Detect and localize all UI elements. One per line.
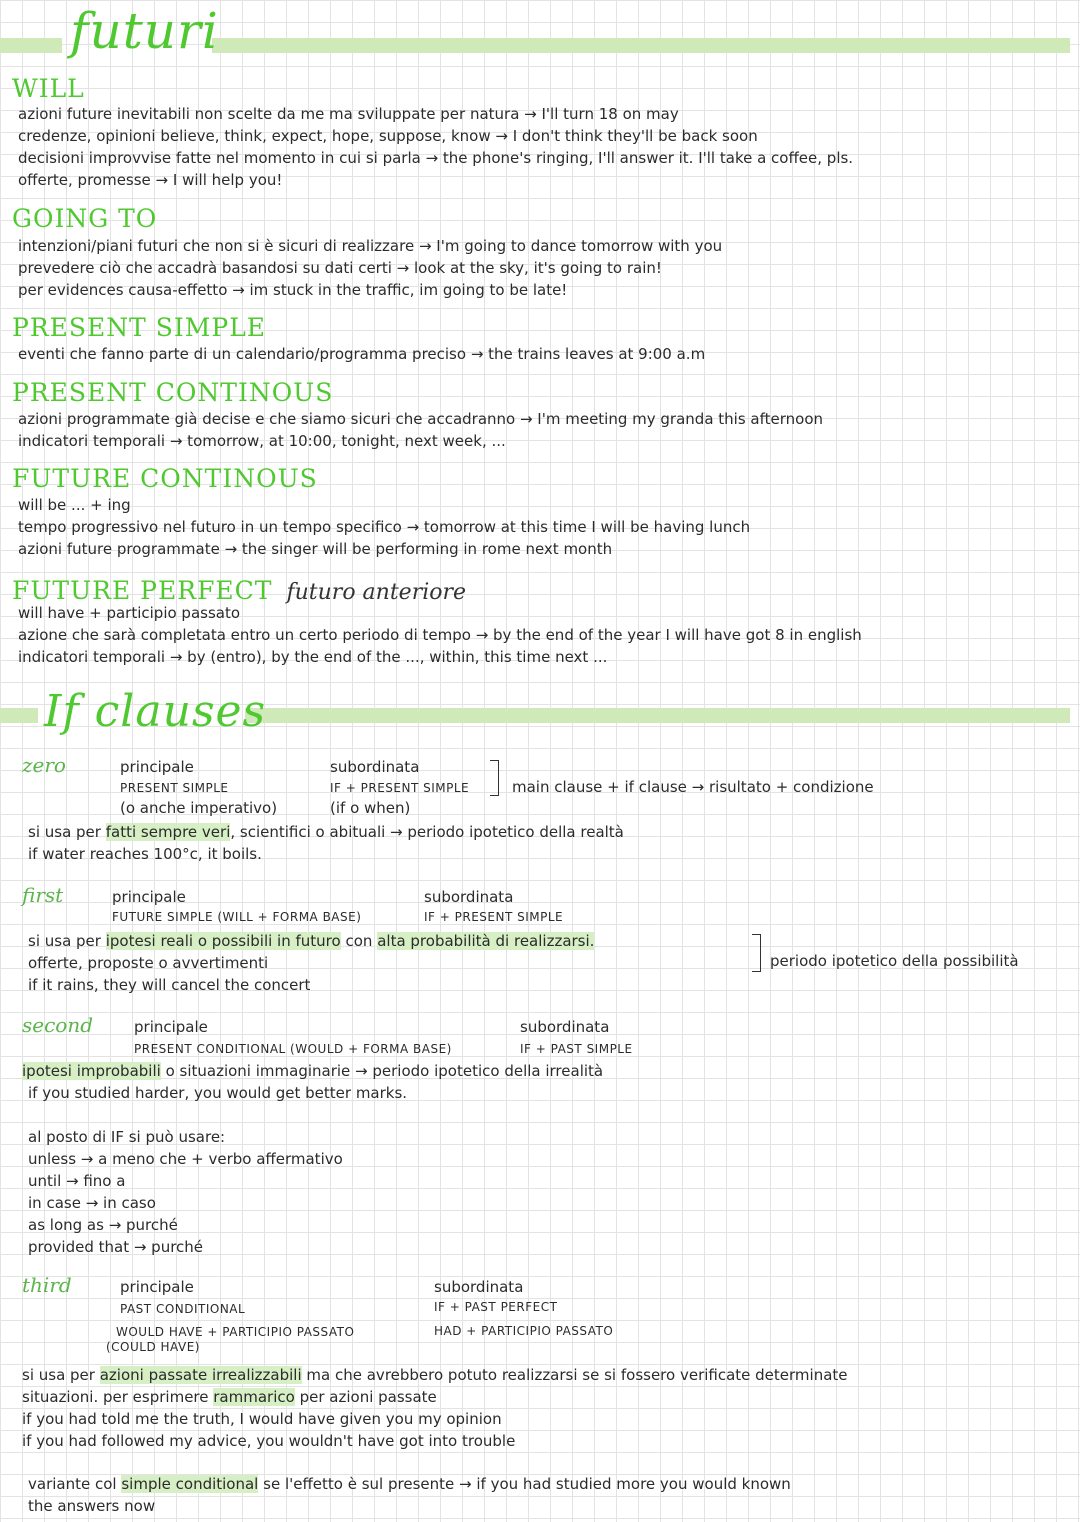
zero-subordinata-form: IF + PRESENT SIMPLE	[330, 781, 470, 795]
zero-use-highlight: fatti sempre veri	[105, 823, 231, 841]
third-example: if you had told me the truth, I would have given you my opinion	[22, 1410, 502, 1428]
present-simple-line: eventi che fanno parte di un calendario/programma preciso → the trains leaves at 9:00 a.m	[18, 345, 706, 363]
third-use-line-2-highlight: rammarico	[213, 1388, 295, 1406]
present-continous-line: azioni programmate già decise e che siamo sicuri che accadranno → I'm meeting my granda this afternoon	[18, 410, 824, 428]
future-perfect-line: indicatori temporali → by (entro), by the end of the ..., within, this time next ...	[18, 648, 608, 666]
second-use-suffix: o situazioni immaginarie → periodo ipotetico della irrealità	[165, 1062, 604, 1080]
zero-example: if water reaches 100°c, it boils.	[28, 845, 262, 863]
future-continous-heading: FUTURE CONTINOUS	[12, 464, 318, 493]
zero-label: zero	[22, 753, 66, 777]
futuri-title: futuri	[70, 2, 219, 60]
alternatives-intro: al posto di IF si può usare:	[28, 1128, 226, 1146]
first-line-2: offerte, proposte o avvertimenti	[28, 954, 269, 972]
going-to-line: per evidences causa-effetto → im stuck in the traffic, im going to be late!	[18, 281, 568, 299]
will-line: offerte, promesse → I will help you!	[18, 171, 283, 189]
first-use-mid: con	[345, 932, 373, 950]
if-band-right	[245, 708, 1070, 723]
zero-use-suffix: , scientifici o abituali → periodo ipotetico della realtà	[230, 823, 624, 841]
third-principale-form: PAST CONDITIONAL	[120, 1302, 246, 1316]
first-example: if it rains, they will cancel the concert	[28, 976, 311, 994]
second-subordinata-form: IF + PAST SIMPLE	[520, 1042, 633, 1056]
present-continous-heading: PRESENT CONTINOUS	[12, 378, 334, 407]
zero-use	[28, 821, 624, 843]
third-use-prefix: si usa per	[22, 1366, 95, 1384]
third-use	[22, 1364, 848, 1386]
third-principale-form-3: (COULD HAVE)	[106, 1340, 200, 1354]
future-continous-line: azioni future programmate → the singer will be performing in rome next month	[18, 540, 613, 558]
third-principale: principale	[120, 1278, 194, 1296]
third-subordinata: subordinata	[434, 1278, 524, 1296]
first-principale: principale	[112, 888, 186, 906]
zero-bracket-note: main clause + if clause → risultato + condizione	[512, 778, 874, 796]
alternative-item: in case → in caso	[28, 1194, 156, 1212]
third-variant-line-2: the answers now	[28, 1497, 156, 1515]
third-variant-suffix: se l'effetto è sul presente → if you had studied more you would known	[263, 1475, 791, 1493]
first-use-prefix: si usa per	[28, 932, 101, 950]
present-continous-line: indicatori temporali → tomorrow, at 10:00, tonight, next week, ...	[18, 432, 506, 450]
second-example: if you studied harder, you would get better marks.	[28, 1084, 408, 1102]
third-variant	[28, 1473, 791, 1495]
alternative-item: provided that → purché	[28, 1238, 204, 1256]
zero-use-prefix: si usa per	[28, 823, 101, 841]
first-use	[28, 930, 594, 952]
zero-bracket	[490, 760, 499, 796]
alternative-item: unless → a meno che + verbo affermativo	[28, 1150, 343, 1168]
third-variant-highlight: simple conditional	[121, 1475, 259, 1493]
future-continous-line: will be ... + ing	[18, 496, 131, 514]
third-example: if you had followed my advice, you wouldn't have got into trouble	[22, 1432, 516, 1450]
future-continous-line: tempo progressivo nel futuro in un tempo specifico → tomorrow at this time I will be having lunch	[18, 518, 751, 536]
second-label: second	[22, 1013, 94, 1037]
future-perfect-line: will have + participio passato	[18, 604, 241, 622]
first-subordinata-form: IF + PRESENT SIMPLE	[424, 910, 564, 924]
first-use-highlight: ipotesi reali o possibili in futuro	[105, 932, 341, 950]
future-perfect-title: FUTURE PERFECT	[12, 576, 273, 605]
first-label: first	[22, 883, 64, 907]
second-principale-form: PRESENT CONDITIONAL (WOULD + FORMA BASE)	[134, 1042, 452, 1056]
if-band-left	[0, 708, 38, 723]
present-simple-heading: PRESENT SIMPLE	[12, 313, 267, 342]
third-subordinata-form-2: HAD + PARTICIPIO PASSATO	[434, 1324, 614, 1338]
first-bracket	[752, 934, 761, 972]
third-use-suffix: ma che avrebbero potuto realizzarsi se si fossero verificate determinate	[306, 1366, 848, 1384]
will-line: decisioni improvvise fatte nel momento in cui si parla → the phone's ringing, I'll answer it. I'll take a coffee, pls.	[18, 149, 854, 167]
second-subordinata: subordinata	[520, 1018, 610, 1036]
first-use-highlight-2: alta probabilità di realizzarsi.	[377, 932, 595, 950]
zero-subordinata: subordinata	[330, 758, 420, 776]
will-line: credenze, opinioni believe, think, expect, hope, suppose, know → I don't think they'll be back soon	[18, 127, 758, 145]
zero-principale-note: (o anche imperativo)	[120, 799, 278, 817]
will-heading: WILL	[12, 74, 85, 103]
zero-principale-form: PRESENT SIMPLE	[120, 781, 229, 795]
third-principale-form-2: WOULD HAVE + PARTICIPIO PASSATO	[116, 1325, 355, 1339]
third-subordinata-form: IF + PAST PERFECT	[434, 1300, 558, 1314]
title-band-left	[0, 38, 62, 53]
zero-principale: principale	[120, 758, 194, 776]
third-label: third	[22, 1273, 72, 1297]
first-bracket-note: periodo ipotetico della possibilità	[770, 952, 1019, 970]
going-to-line: intenzioni/piani futuri che non si è sicuri di realizzare → I'm going to dance tomorrow with you	[18, 237, 723, 255]
future-perfect-subtitle: futuro anteriore	[286, 580, 467, 605]
going-to-line: prevedere ciò che accadrà basandosi su dati certi → look at the sky, it's going to rain!	[18, 259, 662, 277]
third-use-line-2	[22, 1386, 437, 1408]
zero-subordinata-note: (if o when)	[330, 799, 411, 817]
first-principale-form: FUTURE SIMPLE (WILL + FORMA BASE)	[112, 910, 362, 924]
future-perfect-line: azione che sarà completata entro un certo periodo di tempo → by the end of the year I will have got 8 in english	[18, 626, 862, 644]
future-perfect-heading	[12, 578, 466, 604]
alternative-item: as long as → purché	[28, 1216, 178, 1234]
third-variant-prefix: variante col	[28, 1475, 117, 1493]
third-use-line-2-prefix: situazioni. per esprimere	[22, 1388, 209, 1406]
third-use-line-2-suffix: per azioni passate	[299, 1388, 437, 1406]
first-subordinata: subordinata	[424, 888, 514, 906]
title-band-right	[212, 38, 1070, 53]
second-principale: principale	[134, 1018, 208, 1036]
going-to-heading: GOING TO	[12, 204, 158, 233]
alternative-item: until → fino a	[28, 1172, 126, 1190]
if-clauses-title: If clauses	[44, 686, 267, 737]
second-use-highlight: ipotesi improbabili	[22, 1062, 161, 1080]
third-use-highlight: azioni passate irrealizzabili	[99, 1366, 302, 1384]
second-use	[22, 1060, 603, 1082]
will-line: azioni future inevitabili non scelte da me ma sviluppate per natura → I'll turn 18 on may	[18, 105, 679, 123]
